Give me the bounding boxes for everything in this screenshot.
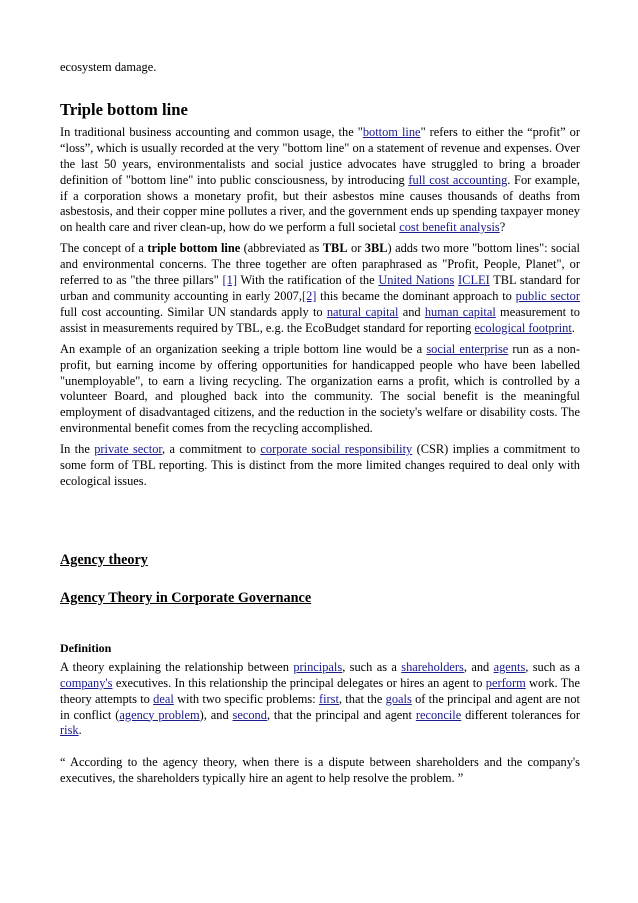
link-reconcile[interactable]: reconcile <box>415 707 462 722</box>
agency-definition-paragraph: A theory explaining the relationship between principals, such as a shareholders, and agents, such as a company's executives. In this relationship the principal delegates or hires an agent to perform work. The theory attempts to deal with two specific problems: first, that the goals of the principal and agent are not in conflict (agency problem), and second, that the principal and agent reconcile different tolerances for risk. <box>60 659 580 738</box>
link-ref-2[interactable]: [2] <box>301 288 317 303</box>
link-ref-1[interactable]: [1] <box>222 273 237 288</box>
link-deal[interactable]: deal <box>153 691 174 706</box>
link-second[interactable]: second <box>232 707 267 722</box>
link-iclei[interactable]: ICLEI <box>458 273 490 288</box>
link-natural-capital[interactable]: natural capital <box>326 304 399 319</box>
link-companys[interactable]: company's <box>60 675 113 690</box>
link-united-nations[interactable]: United Nations <box>378 273 455 288</box>
link-agents[interactable]: agents <box>493 659 526 674</box>
link-full-cost-accounting[interactable]: full cost accounting <box>408 172 508 187</box>
link-ecological-footprint[interactable]: ecological footprint <box>474 320 572 335</box>
tbl-paragraph-4: In the private sector, a commitment to corporate social responsibility (CSR) implies a commitment to some form of TBL reporting. This is distinct from the more limited changes required to deal only with ecological issues. <box>60 442 580 488</box>
link-principals[interactable]: principals <box>293 659 343 674</box>
link-corporate-social-responsibility[interactable]: corporate social responsibility <box>260 442 413 457</box>
link-goals[interactable]: goals <box>385 691 412 706</box>
link-risk[interactable]: risk <box>60 723 79 738</box>
link-public-sector[interactable]: public sector <box>515 288 581 303</box>
link-private-sector[interactable]: private sector <box>94 442 163 457</box>
tbl-paragraph-2: The concept of a triple bottom line (abbreviated as TBL or 3BL) adds two more "bottom lines": social and environmental concerns. The three together are often paraphrased as "Profit, People, Planet", or referred to as "the three pillars" [1] With the ratification of the United Nations ICLEI TBL standard for urban and community accounting in early 2007,[2] this became the dominant approach to public sector full cost accounting. Similar UN standards apply to natural capital and human capital measurement to assist in measurements required by TBL, e.g. the EcoBudget standard for reporting ecological footprint. <box>60 241 581 335</box>
agency-quote: “ According to the agency theory, when there is a dispute between shareholders and the company's executives, the shareholders typically hire an agent to help resolve the problem. ” <box>60 755 580 786</box>
tbl-heading: Triple bottom line <box>60 99 188 119</box>
link-human-capital[interactable]: human capital <box>424 304 496 319</box>
agency-theory-heading: Agency theory <box>60 551 148 568</box>
link-agency-problem[interactable]: agency problem <box>119 707 200 722</box>
tbl-paragraph-3: An example of an organization seeking a triple bottom line would be a social enterprise run as a non-profit, but earning income by offering opportunities for handicapped people who have been labelled "unemployable", to earn a living recycling. The organization earns a profit, which is controlled by a volunteer Board, and ploughed back into the community. The social benefit is the meaningful employment of disadvantaged citizens, and the reduction in the society's welfare or disability costs. The environmental benefit comes from the recycling accomplished. <box>60 341 580 436</box>
bold-triple-bottom-line: triple bottom line <box>147 241 241 256</box>
link-perform[interactable]: perform <box>485 675 526 690</box>
link-cost-benefit-analysis[interactable]: cost benefit analysis <box>399 220 500 235</box>
tbl-paragraph-1: In traditional business accounting and common usage, the "bottom line" refers to either the “profit” or “loss”, which is usually recorded at the very "bottom line" on a statement of revenue and expenses. Over the last 50 years, environmentalists and social justice advocates have struggled to bring a broader definition of "bottom line" into public consciousness, by introducing full cost accounting. For example, if a corporation shows a monetary profit, but their asbestos mine causes thousands of deaths from asbestosis, and their copper mine pollutes a river, and the government ends up spending taxpayer money on health care and river clean-up, how do we perform a full societal cost benefit analysis? <box>60 124 580 235</box>
link-first[interactable]: first <box>318 691 339 706</box>
document-page <box>60 60 580 787</box>
bold-tbl: TBL <box>322 241 348 256</box>
bold-3bl: 3BL <box>364 241 388 256</box>
agency-theory-subheading: Agency Theory in Corporate Governance <box>60 589 312 606</box>
link-social-enterprise[interactable]: social enterprise <box>426 341 509 356</box>
definition-label: Definition <box>60 640 112 655</box>
link-bottom-line[interactable]: bottom line <box>362 124 421 139</box>
intro-fragment: ecosystem damage. <box>60 60 157 74</box>
link-shareholders[interactable]: shareholders <box>401 659 464 674</box>
